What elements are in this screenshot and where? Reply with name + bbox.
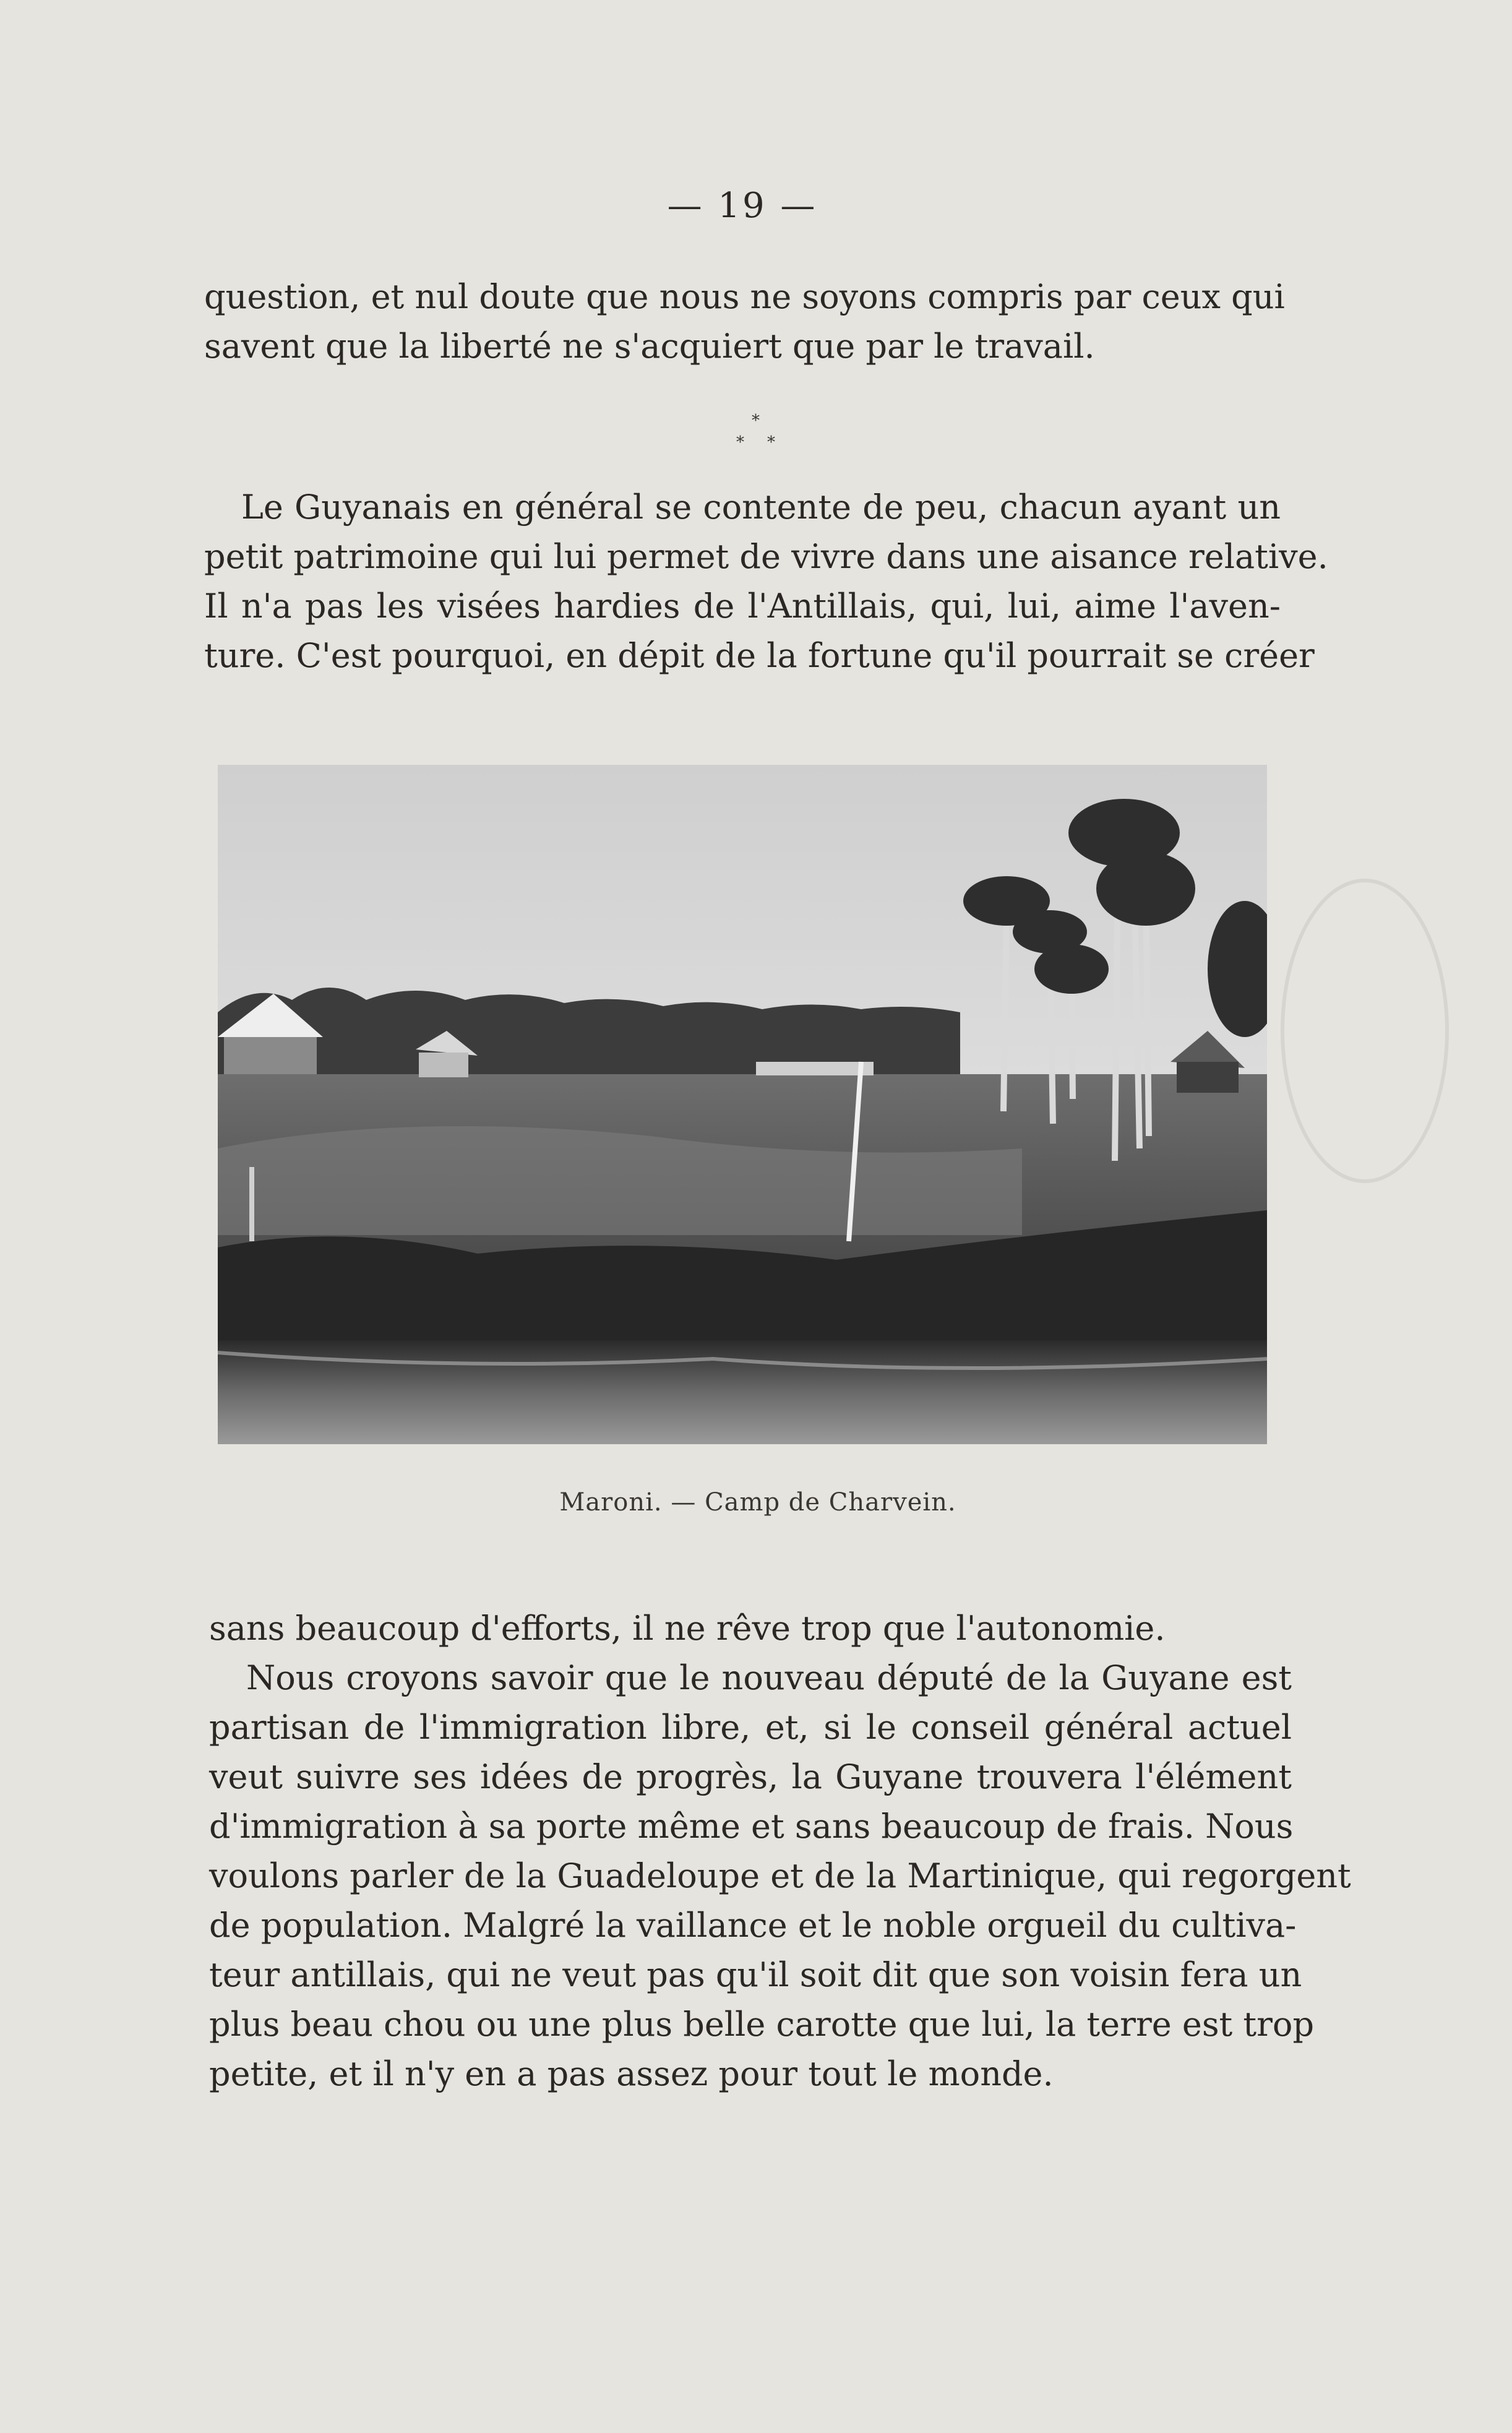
text-line: Il n'a pas les visées hardies de l'Antillais, qui, lui, aime l'aven- <box>204 587 1281 626</box>
figure-caption: Maroni. — Camp de Charvein. <box>559 1488 956 1517</box>
asterisk: * <box>736 433 744 452</box>
text-line: Le Guyanais en général se contente de peu, chacun ayant un <box>241 488 1281 527</box>
text-line: d'immigration à sa porte même et sans beaucoup de frais. Nous <box>209 1807 1294 1846</box>
photo-illustration <box>218 765 1267 1444</box>
text-line: voulons parler de la Guadeloupe et de la Martinique, qui regorgent <box>209 1856 1351 1895</box>
paragraph-3 <box>209 1604 1292 1653</box>
paragraph-1 <box>204 272 1285 371</box>
text-line: question, et nul doute que nous ne soyons compris par ceux qui <box>204 277 1285 316</box>
text-line: de population. Malgré la vaillance et le noble orgueil du cultiva- <box>209 1906 1297 1945</box>
text-line: ture. C'est pourquoi, en dépit de la fortune qu'il pourrait se créer <box>204 636 1315 675</box>
text-line: partisan de l'immigration libre, et, si le conseil général actuel <box>209 1708 1292 1747</box>
library-stamp <box>1281 879 1449 1183</box>
text-line: Nous croyons savoir que le nouveau député de la Guyane est <box>246 1658 1292 1697</box>
text-line: sans beaucoup d'efforts, il ne rêve trop que l'autonomie. <box>209 1609 1166 1648</box>
asterisk: * <box>752 411 760 430</box>
text-line: savent que la liberté ne s'acquiert que par le travail. <box>204 327 1095 366</box>
page-number: — 19 — <box>667 186 818 226</box>
paragraph-2 <box>204 483 1328 681</box>
asterisk: * <box>767 433 775 452</box>
text-line: plus beau chou ou une plus belle carotte que lui, la terre est trop <box>209 2005 1315 2044</box>
text-line: petit patrimoine qui lui permet de vivre dans une aisance relative. <box>204 537 1328 576</box>
asterism <box>711 411 798 455</box>
photograph-camp <box>218 765 1267 1444</box>
text-line: veut suivre ses idées de progrès, la Guyane trouvera l'élément <box>209 1757 1292 1796</box>
text-line: petite, et il n'y en a pas assez pour tout le monde. <box>209 2054 1054 2093</box>
paragraph-4 <box>209 1653 1351 2099</box>
text-line: teur antillais, qui ne veut pas qu'il soit dit que son voisin fera un <box>209 1955 1302 1994</box>
